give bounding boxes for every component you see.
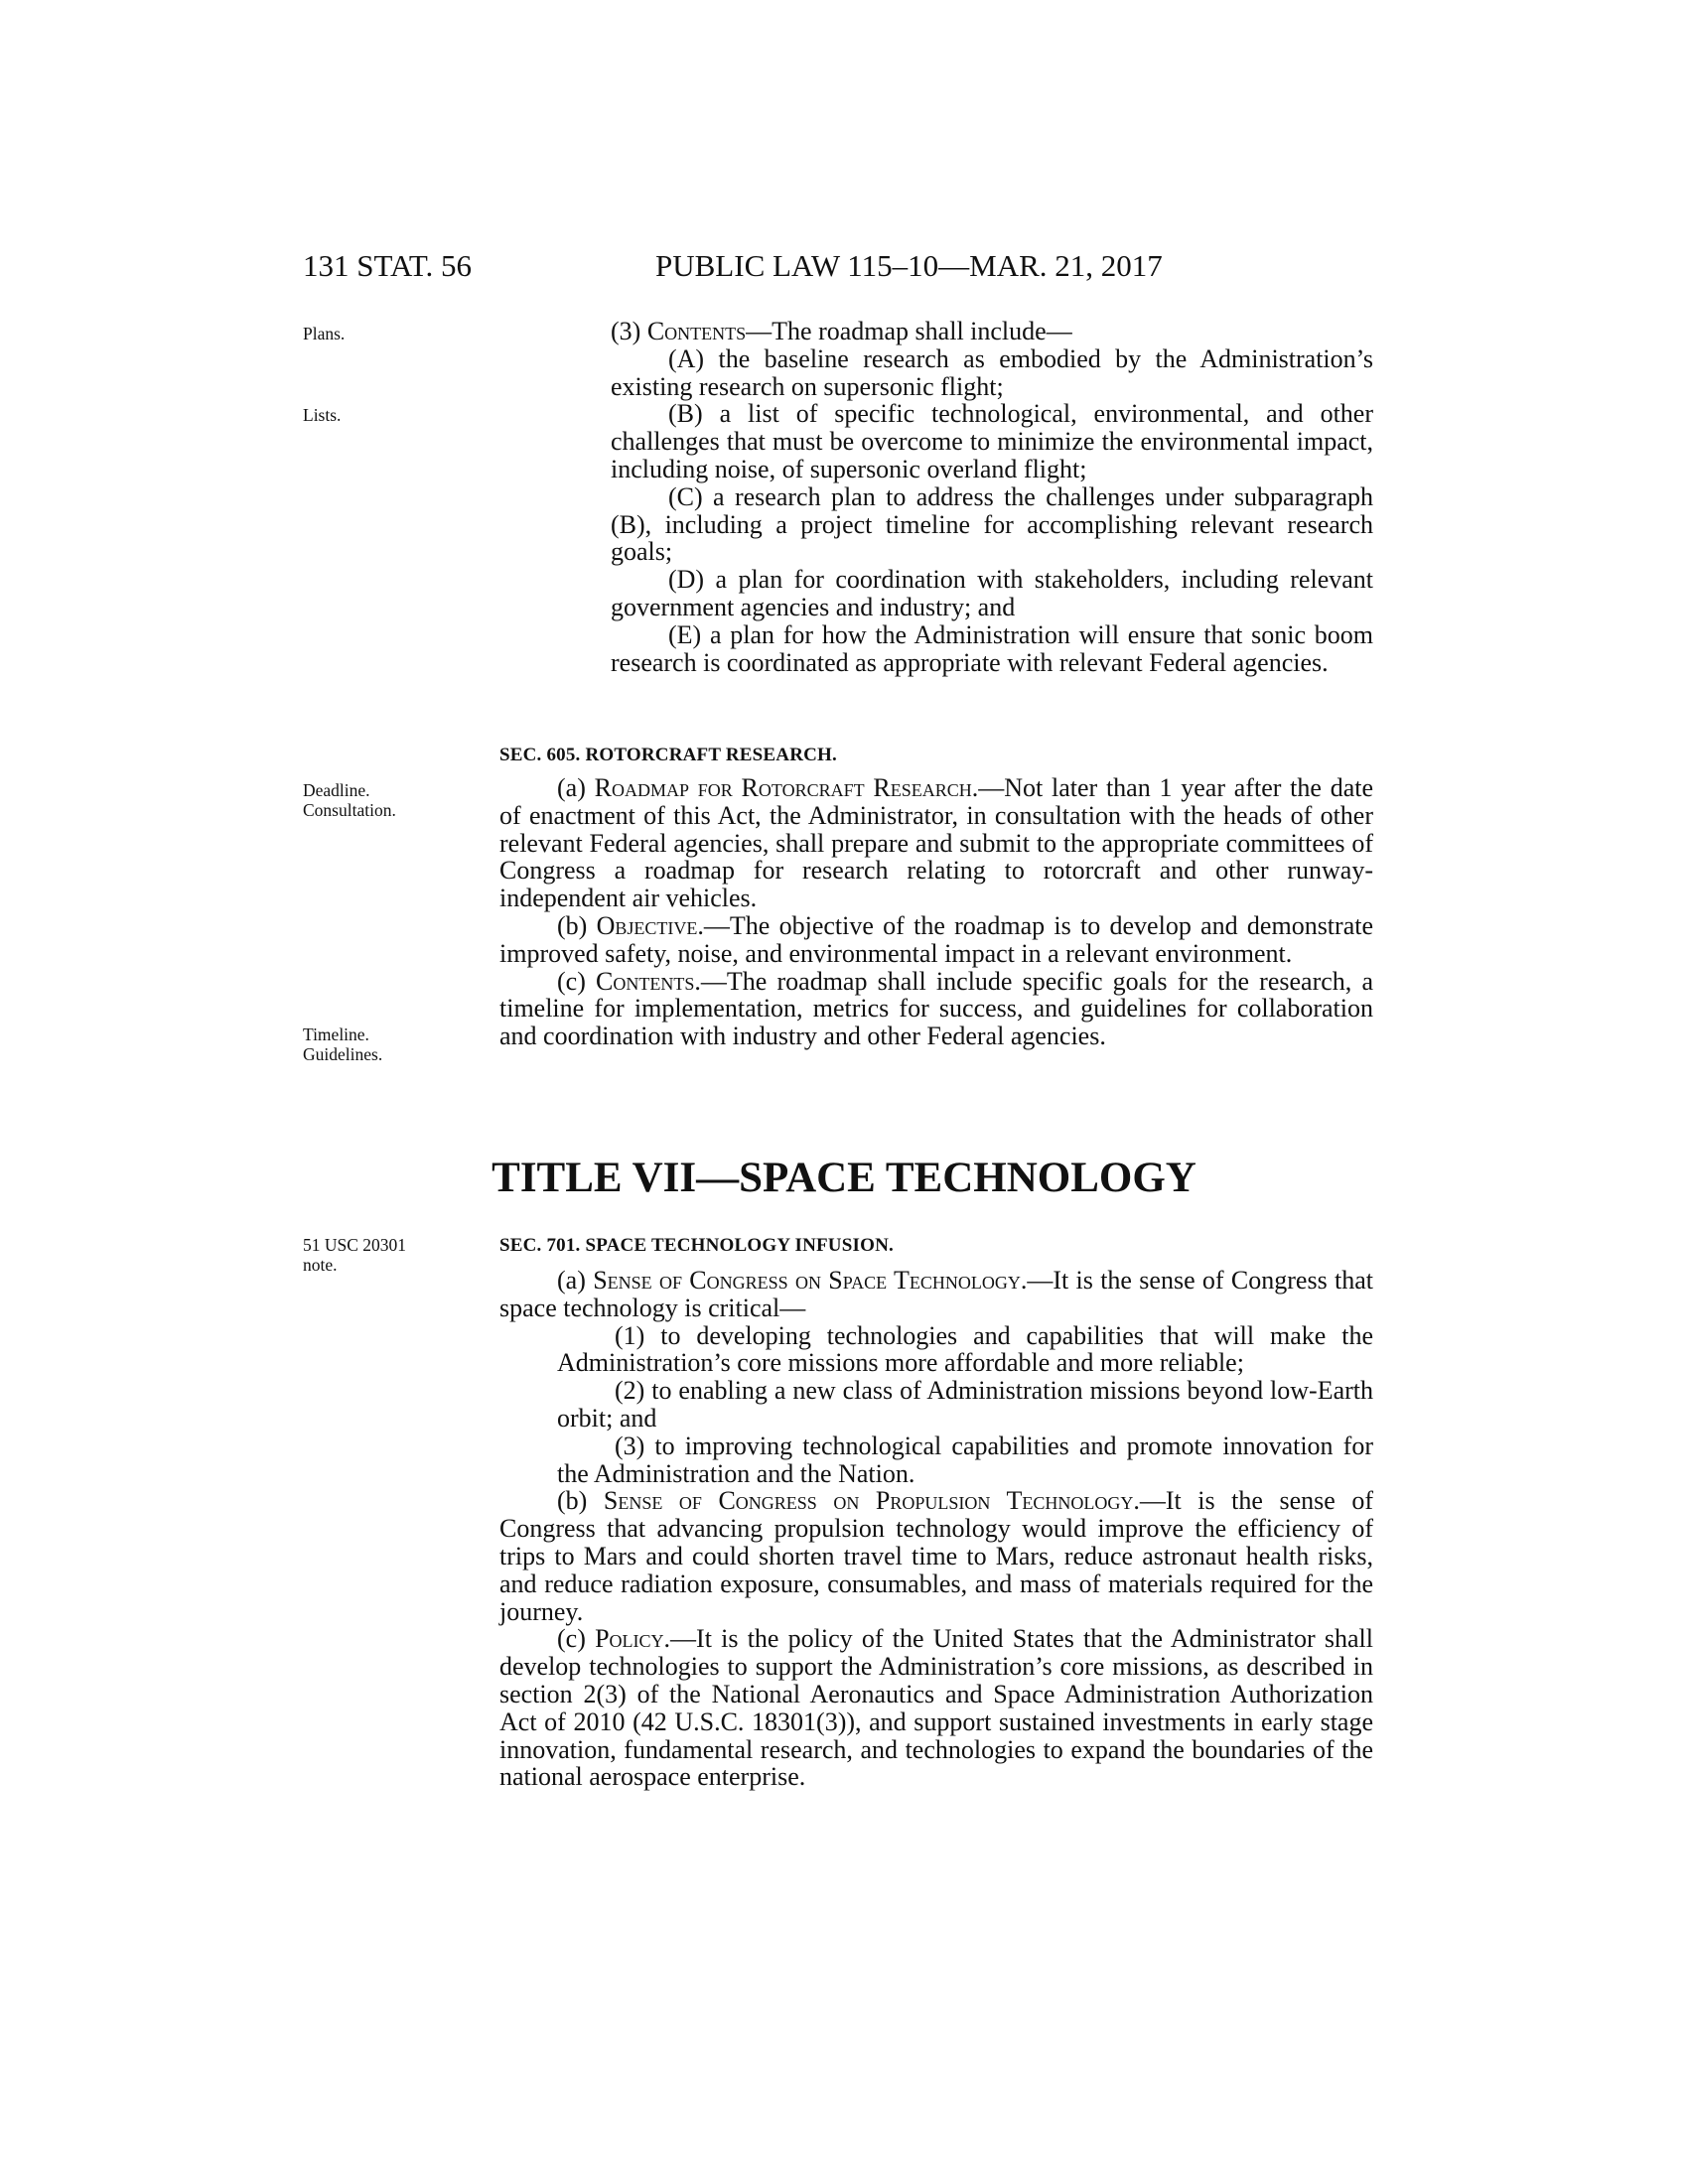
contents-item-c: (C) a research plan to address the challenges under subparagraph (B), including a project timeline for accomplishing relevant research goals;	[611, 481, 1373, 567]
sec605-subsection-c: (c) Contents.—The roadmap shall include specific goals for the research, a timeline for implementation, metrics for success, and guidelines for collaboration and coordination with industry and other Federal agencies.	[499, 966, 1373, 1051]
contents-item-b: (B) a list of specific technological, environmental, and other challenges that must be overcome to minimize the environmental impact, including noise, of supersonic overland flight;	[611, 399, 1373, 483]
contents-lead: (3) Contents—The roadmap shall include—	[611, 317, 1072, 345]
margin-note-usc: 51 USC 20301	[303, 1235, 407, 1255]
sec605-subsection-b: (b) Objective.—The objective of the roadmap is to develop and demonstrate improved safety, noise, and environmental impact in a relevant environment.	[499, 910, 1373, 968]
margin-note-timeline: Timeline.	[303, 1024, 369, 1044]
sec701-subsection-a: (a) Sense of Congress on Space Technology.—It is the sense of Congress that space technology is critical—	[499, 1266, 1373, 1322]
contents-item-a: (A) the baseline research as embodied by the Administration’s existing research on supersonic flight;	[611, 343, 1373, 401]
contents-item-d: (D) a plan for coordination with stakeholders, including relevant government agencies and industry; and	[611, 565, 1373, 621]
sec605-subsection-a: (a) Roadmap for Rotorcraft Research.—Not later than 1 year after the date of enactment of this Act, the Administrator, in consultation with the heads of other relevant Federal agencies, shall prepare and submit to the appropriate committees of Congress a roadmap for research relating to rotorcraft and other runway-independent air vehicles.	[499, 773, 1374, 913]
stat-page-number: 131 STAT. 56	[303, 248, 473, 283]
margin-note-consultation: Consultation.	[303, 800, 396, 820]
section-701-heading: SEC. 701. SPACE TECHNOLOGY INFUSION.	[499, 1235, 894, 1256]
margin-note-plans: Plans.	[303, 324, 346, 343]
page-header	[0, 248, 1688, 288]
margin-note-guidelines: Guidelines.	[303, 1044, 383, 1064]
section-701-body	[499, 1267, 1373, 1791]
contents-item-e: (E) a plan for how the Administration will ensure that sonic boom research is coordinated as appropriate with relevant Federal agencies.	[611, 619, 1373, 677]
margin-note-lists: Lists.	[303, 405, 342, 425]
contents-heading: Contents	[646, 317, 747, 345]
sec701-subsection-b: (b) Sense of Congress on Propulsion Technology.—It is the sense of Congress that advancing propulsion technology would improve the efficiency of trips to Mars and could shorten travel time to Mars, reduce astronaut health risks, and reduce radiation exposure, consumables, and mass of materials required for the journey.	[499, 1486, 1373, 1626]
contents-block	[499, 318, 1373, 676]
sec701-a-item-2: (2) to enabling a new class of Administration missions beyond low-Earth orbit; and	[557, 1376, 1373, 1433]
margin-note-deadline: Deadline.	[303, 780, 370, 800]
margin-note-usc-note: note.	[303, 1255, 338, 1275]
sec701-a-item-3: (3) to improving technological capabilities and promote innovation for the Administration and the Nation.	[557, 1431, 1373, 1488]
title-vii-heading: TITLE VII—SPACE TECHNOLOGY	[492, 1155, 1196, 1201]
sec701-a-item-1: (1) to developing technologies and capabilities that will make the Administration’s core missions more affordable and more reliable;	[557, 1320, 1373, 1378]
section-605-heading: SEC. 605. ROTORCRAFT RESEARCH.	[499, 745, 837, 765]
sec701-subsection-c: (c) Policy.—It is the policy of the United States that the Administrator shall develop technologies to support the Administration’s core missions, as described in section 2(3) of the National Aeronautics and Space Administration Authorization Act of 2010 (42 U.S.C. 18301(3)), and support sustained investments in early stage innovation, fundamental research, and technologies to expand the boundaries of the national aerospace enterprise.	[499, 1624, 1373, 1792]
public-law-citation: PUBLIC LAW 115–10—MAR. 21, 2017	[655, 248, 1163, 283]
section-605-body	[499, 774, 1373, 1050]
